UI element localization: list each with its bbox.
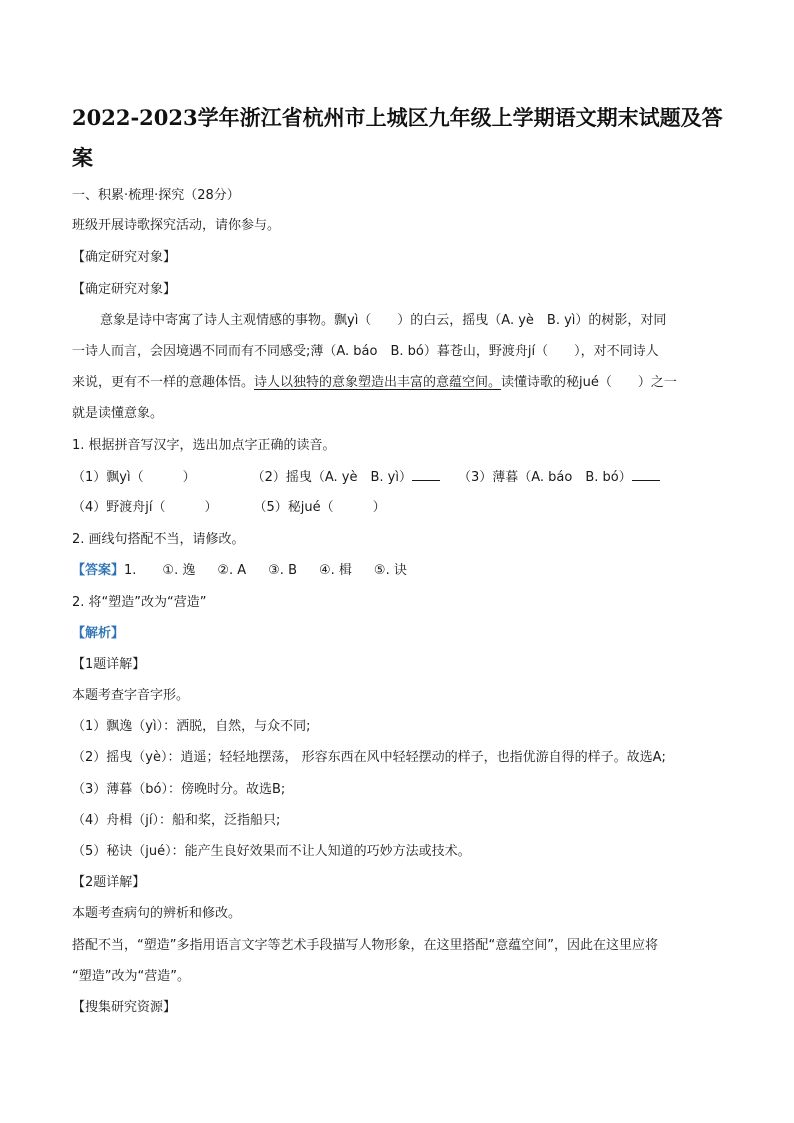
answer-blank [412,467,440,481]
detail-1-item: （3）薄暮（bó）：傍晚时分。故选B; [72,782,286,797]
heading-collect-resources: 【搜集研究资源】 [72,1000,177,1015]
question-2: 2. 画线句搭配不当，请修改。 [72,532,245,547]
detail-2-intro: 本题考查病句的辨析和修改。 [72,906,242,921]
answer-row [72,561,429,581]
detail-1-item: （2）摇曳（yè）：逍遥；轻轻地摆荡， 形容东西在风中轻轻摆动的样子，也指优游自得的样子。故选A; [72,750,666,765]
answer-label: 【答案】 [72,563,125,578]
paragraph-line-3 [72,373,722,393]
question-1-options-row-1 [72,467,660,488]
question-1: 1. 根据拼音写汉字，选出加点字正确的读音。 [72,438,336,453]
detail-1-item: （5）秘诀（jué）：能产生良好效果而不让人知道的巧妙方法或技术。 [72,844,471,859]
underlined-sentence: 诗人以独特的意象塑造出丰富的意蕴空间。 [254,375,502,390]
answer-number: 1. [124,563,137,578]
answer-item: ⑤. 诀 [373,563,407,578]
option-3: （3）薄暮（A. báo B. bó） [457,470,632,485]
detail-1-intro: 本题考查字音字形。 [72,688,190,703]
paragraph-line-4: 就是读懂意象。 [72,406,164,421]
heading-research-object-1: 【确定研究对象】 [72,250,177,265]
analysis-label: 【解析】 [72,626,125,641]
detail-1-item: （1）飘逸（yì）：洒脱，自然，与众不同; [72,719,311,734]
answer-item: ①. 逸 [162,563,196,578]
intro-text: 班级开展诗歌探究活动，请你参与。 [72,218,281,233]
heading-research-object-2: 【确定研究对象】 [72,282,177,297]
answer-item: ②. A [217,563,247,578]
detail-1-heading: 【1题详解】 [72,657,146,672]
answer-item: ④. 楫 [319,563,352,578]
section-heading: 一、积累·梳理·探究（28分） [72,188,240,203]
page-title: 2022-2023学年浙江省杭州市上城区九年级上学期语文期末试题及答案 [72,105,723,170]
detail-2-heading: 【2题详解】 [72,875,146,890]
question-1-options-row-2 [72,498,386,518]
answer-item: ③. B [268,563,297,578]
detail-2-text-line-2: “塑造”改为“营造”。 [72,969,190,984]
option-4: （4）野渡舟jí（ ） [72,500,218,515]
paragraph-text: 读懂诗歌的秘jué（ ）之一 [501,375,677,390]
answer-2: 2. 将“塑造”改为“营造” [72,595,207,610]
option-2: （2）摇曳（A. yè B. yì） [251,470,412,485]
answer-blank [632,467,660,481]
option-1: （1）飘yì（ ） [72,470,196,485]
paragraph-text: 来说，更有不一样的意趣体悟。 [72,375,255,390]
paragraph-line-1: 意象是诗中寄寓了诗人主观情感的事物。飘yì（ ）的白云，摇曳（A. yè B. yì）的树影，对同 [100,313,667,328]
option-5: （5）秘jué（ ） [253,500,386,515]
detail-2-text-line-1: 搭配不当，“塑造”多指用语言文字等艺术手段描写人物形象，在这里搭配“意蕴空间”，因此在这里应将 [72,938,658,953]
detail-1-item: （4）舟楫（jí）：船和桨，泛指船只; [72,813,281,828]
paragraph-line-2: 一诗人而言，会因境遇不同而有不同感受;薄（A. báo B. bó）暮苍山，野渡舟jí（ ），对不同诗人 [72,344,659,359]
